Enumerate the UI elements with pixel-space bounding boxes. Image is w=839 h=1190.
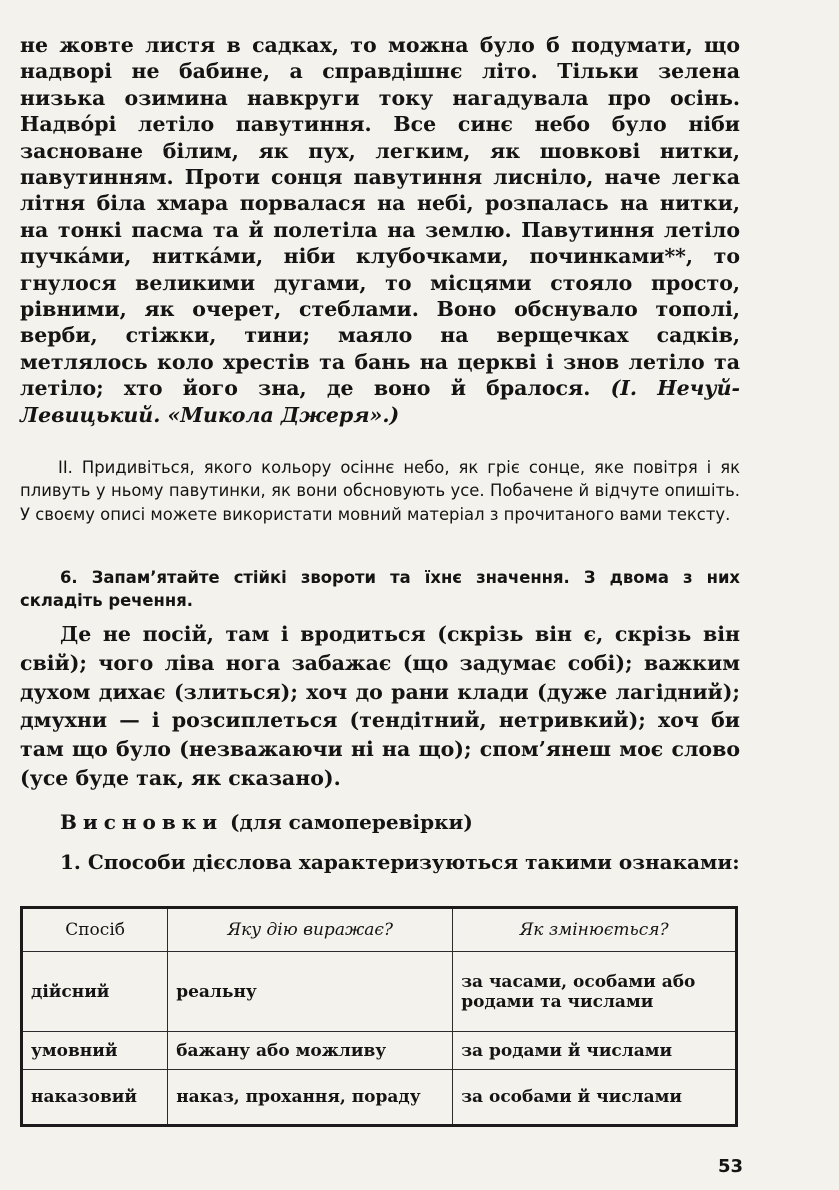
table-row [22,1070,737,1126]
idioms-paragraph [20,620,740,793]
table-cell: дійсний [22,952,168,1032]
table-header-row [22,908,737,952]
table-header-change: Як змінюється? [453,908,737,952]
exercise-6 [20,566,740,613]
exercise-6-text: 6. Запам’ятайте стійкі звороти та їхнє значення. З двома з них складіть речення. [20,568,740,611]
task-ii [20,456,740,526]
table-cell: наказовий [22,1070,168,1126]
table-cell: за родами й числами [453,1032,737,1070]
table-cell: за часами, особами або родами та числами [453,952,737,1032]
conclusions-heading [60,810,473,834]
table-row [22,1032,737,1070]
task-ii-text: ІІ. Придивіться, якого кольору осіннє небо, як гріє сонце, яке повітря і як пливуть у ньому павутинки, як вони обсновують усе. Побачене й відчуте опишіть. У своєму описі можете використати мовний матеріал з прочитаного вами тексту. [20,458,740,524]
table-cell: умовний [22,1032,168,1070]
verb-moods-table [20,906,738,1127]
table-cell: реальну [168,952,453,1032]
main-paragraph-text: не жовте листя в садках, то можна було б подумати, що надворі не бабине, а справдішнє літо. Тільки зелена низька озимина навкруги току нагадувала про осінь. Надвóрі летіло павутиння. Все синє небо було ніби засноване білим, як пух, легким, як шовкові нитки, павутинням. Проти сонця павутиння лисніло, наче легка літня біла хмара порвалася на небі, розпалась на нитки, на тонкі пасма та й полетіла на землю. Павутиння летіло пучкáми, ниткáми, ніби клубочками, починками**, то гнулося великими дугами, то місцями стояло просто, рівними, як очерет, стеблами. Воно обснувало тополі, верби, стіжки, тини; маяло на верщечках садків, метлялось коло хрестів та бань на церкві і знов летіло та летіло; хто його зна, де воно й бралося. [20,33,740,401]
table-cell: за особами й числами [453,1070,737,1126]
idioms-text: Де не посій, там і вродиться (скрізь він є, скрізь він свій); чого ліва нога забажає (що задумає собі); важким духом дихає (злиться); хоч до рани клади (дуже лагідний); дмухни — і розсиплеться (тендітний, нетривкий); хоч би там що було (незважаючи ні на що); спом’янеш моє слово (усе буде так, як сказано). [20,622,740,790]
table-cell: бажану або можливу [168,1032,453,1070]
conclusion-point-1-text: 1. Способи дієслова характеризуються такими ознаками: [60,850,740,874]
citation: (І. Нечуй-Левицький. «Микола Джеря».) [20,376,740,427]
table-row [22,952,737,1032]
page-number: 53 [718,1156,744,1177]
table-cell: наказ, прохання, пораду [168,1070,453,1126]
table-header-mood: Спосіб [22,908,168,952]
conclusions-subtitle: (для самоперевірки) [230,810,473,834]
conclusions-title: Висновки [60,810,224,834]
conclusion-point-1 [20,848,740,876]
main-paragraph [20,32,740,428]
table-header-action: Яку дію виражає? [168,908,453,952]
